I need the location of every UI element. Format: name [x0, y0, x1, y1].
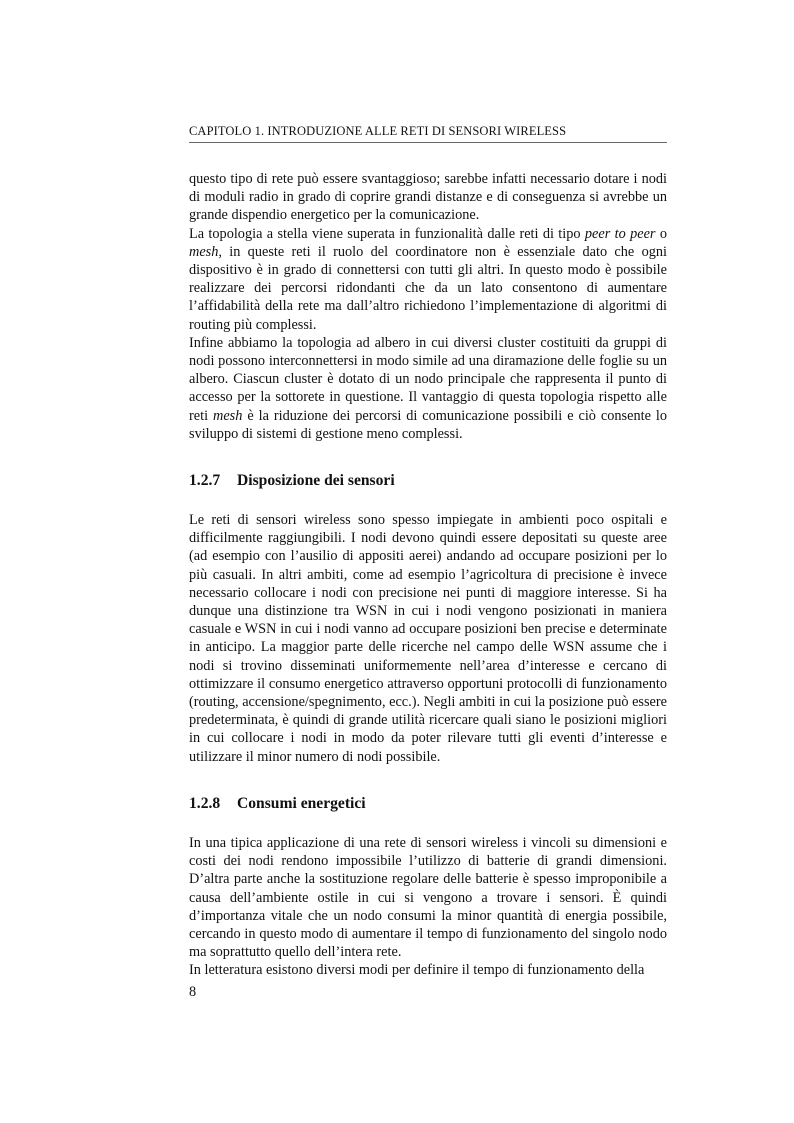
section-title: Consumi energetici: [237, 794, 366, 812]
page-body: [189, 170, 667, 980]
paragraph-consumi-2: In letteratura esistono diversi modi per definire il tempo di funzionamento della: [189, 962, 645, 979]
term-mesh: mesh: [189, 243, 219, 260]
term-mesh: mesh: [213, 407, 243, 424]
section-heading-1-2-7: [189, 471, 667, 491]
page-number: 8: [189, 984, 197, 1000]
paragraph-intro: questo tipo di rete può essere svantaggioso; sarebbe infatti necessario dotare i nodi di moduli radio in grado di coprire grandi distanze e di conseguenza si avrebbe un grande dispendio energetico per la comunicazione.: [189, 171, 667, 224]
section-heading-1-2-8: [189, 794, 667, 814]
paragraph-tree-topology: Infine abbiamo la topologia ad albero in cui diversi cluster costituiti da gruppi di nodi possono interconnettersi in modo simile ad una diramazione delle foglie su un albero. Ciascun cluster è dotato di un nodo principale che rappresenta il punto di accesso per la sottorete in questione. Il vantaggio di questa topologia rispetto alle reti mesh è la riduzione dei percorsi di comunicazione possibili e ciò consente lo sviluppo di sistemi di gestione meno complessi.: [189, 334, 667, 442]
section-title: Disposizione dei sensori: [237, 472, 395, 490]
section-number: 1.2.7: [189, 472, 221, 490]
paragraph-star-topology: La topologia a stella viene superata in funzionalità dalle reti di tipo peer to peer o mesh, in queste reti il ruolo del coordinatore non è essenziale dato che ogni dispositivo è in grado di connettersi con tutti gli altri. In questo modo è possibile realizzare dei percorsi ridondanti che da un lato consentono di aumentare l’affidabilità della rete ma dall’altro richiedono l’implementazione di algoritmi di routing più complessi.: [189, 225, 667, 333]
running-head: CAPITOLO 1. INTRODUZIONE ALLE RETI DI SENSORI WIRELESS: [189, 124, 667, 143]
paragraph-consumi-1: In una tipica applicazione di una rete di sensori wireless i vincoli su dimensioni e costi dei nodi rendono impossibile l’utilizzo di batterie di grandi dimensioni. D’altra parte anche la sostituzione regolare delle batterie è spesso improponibile a causa dell’ambiente ostile in cui si vengono a trovare i sensori. È quindi d’importanza vitale che un nodo consumi la minor quantità di energia possibile, cercando in questo modo di aumentare il tempo di funzionamento del singolo nodo ma soprattutto quello dell’intera rete.: [189, 834, 667, 961]
term-peer-to-peer: peer to peer: [584, 225, 656, 242]
section-number: 1.2.8: [189, 794, 221, 812]
paragraph-disposizione: Le reti di sensori wireless sono spesso impiegate in ambienti poco ospitali e difficilmente raggiungibili. I nodi devono quindi essere depositati su queste aree (ad esempio con l’ausilio di appositi aerei) andando ad occupare posizioni per lo più casuali. In altri ambiti, come ad esempio l’agricoltura di precisione è invece necessario collocare i nodi con precisione nei punti di maggiore interesse. Si ha dunque una distinzione tra WSN in cui i nodi vengono posizionati in maniera casuale e WSN in cui i nodi vanno ad occupare posizioni ben precise e determinate in anticipo. La maggior parte delle ricerche nel campo delle WSN assume che i nodi si trovino disseminati uniformemente nell’area d’interesse e cercano di ottimizzare il consumo energetico attraverso opportuni protocolli di funzionamento (routing, accensione/spegnimento, ecc.). Negli ambiti in cui la posizione può essere predeterminata, è quindi di grande utilità ricercare quali siano le posizioni migliori in cui collocare i nodi in modo da poter rilevare tutti gli eventi d’interesse e utilizzare il minor numero di nodi possibile.: [189, 512, 668, 765]
